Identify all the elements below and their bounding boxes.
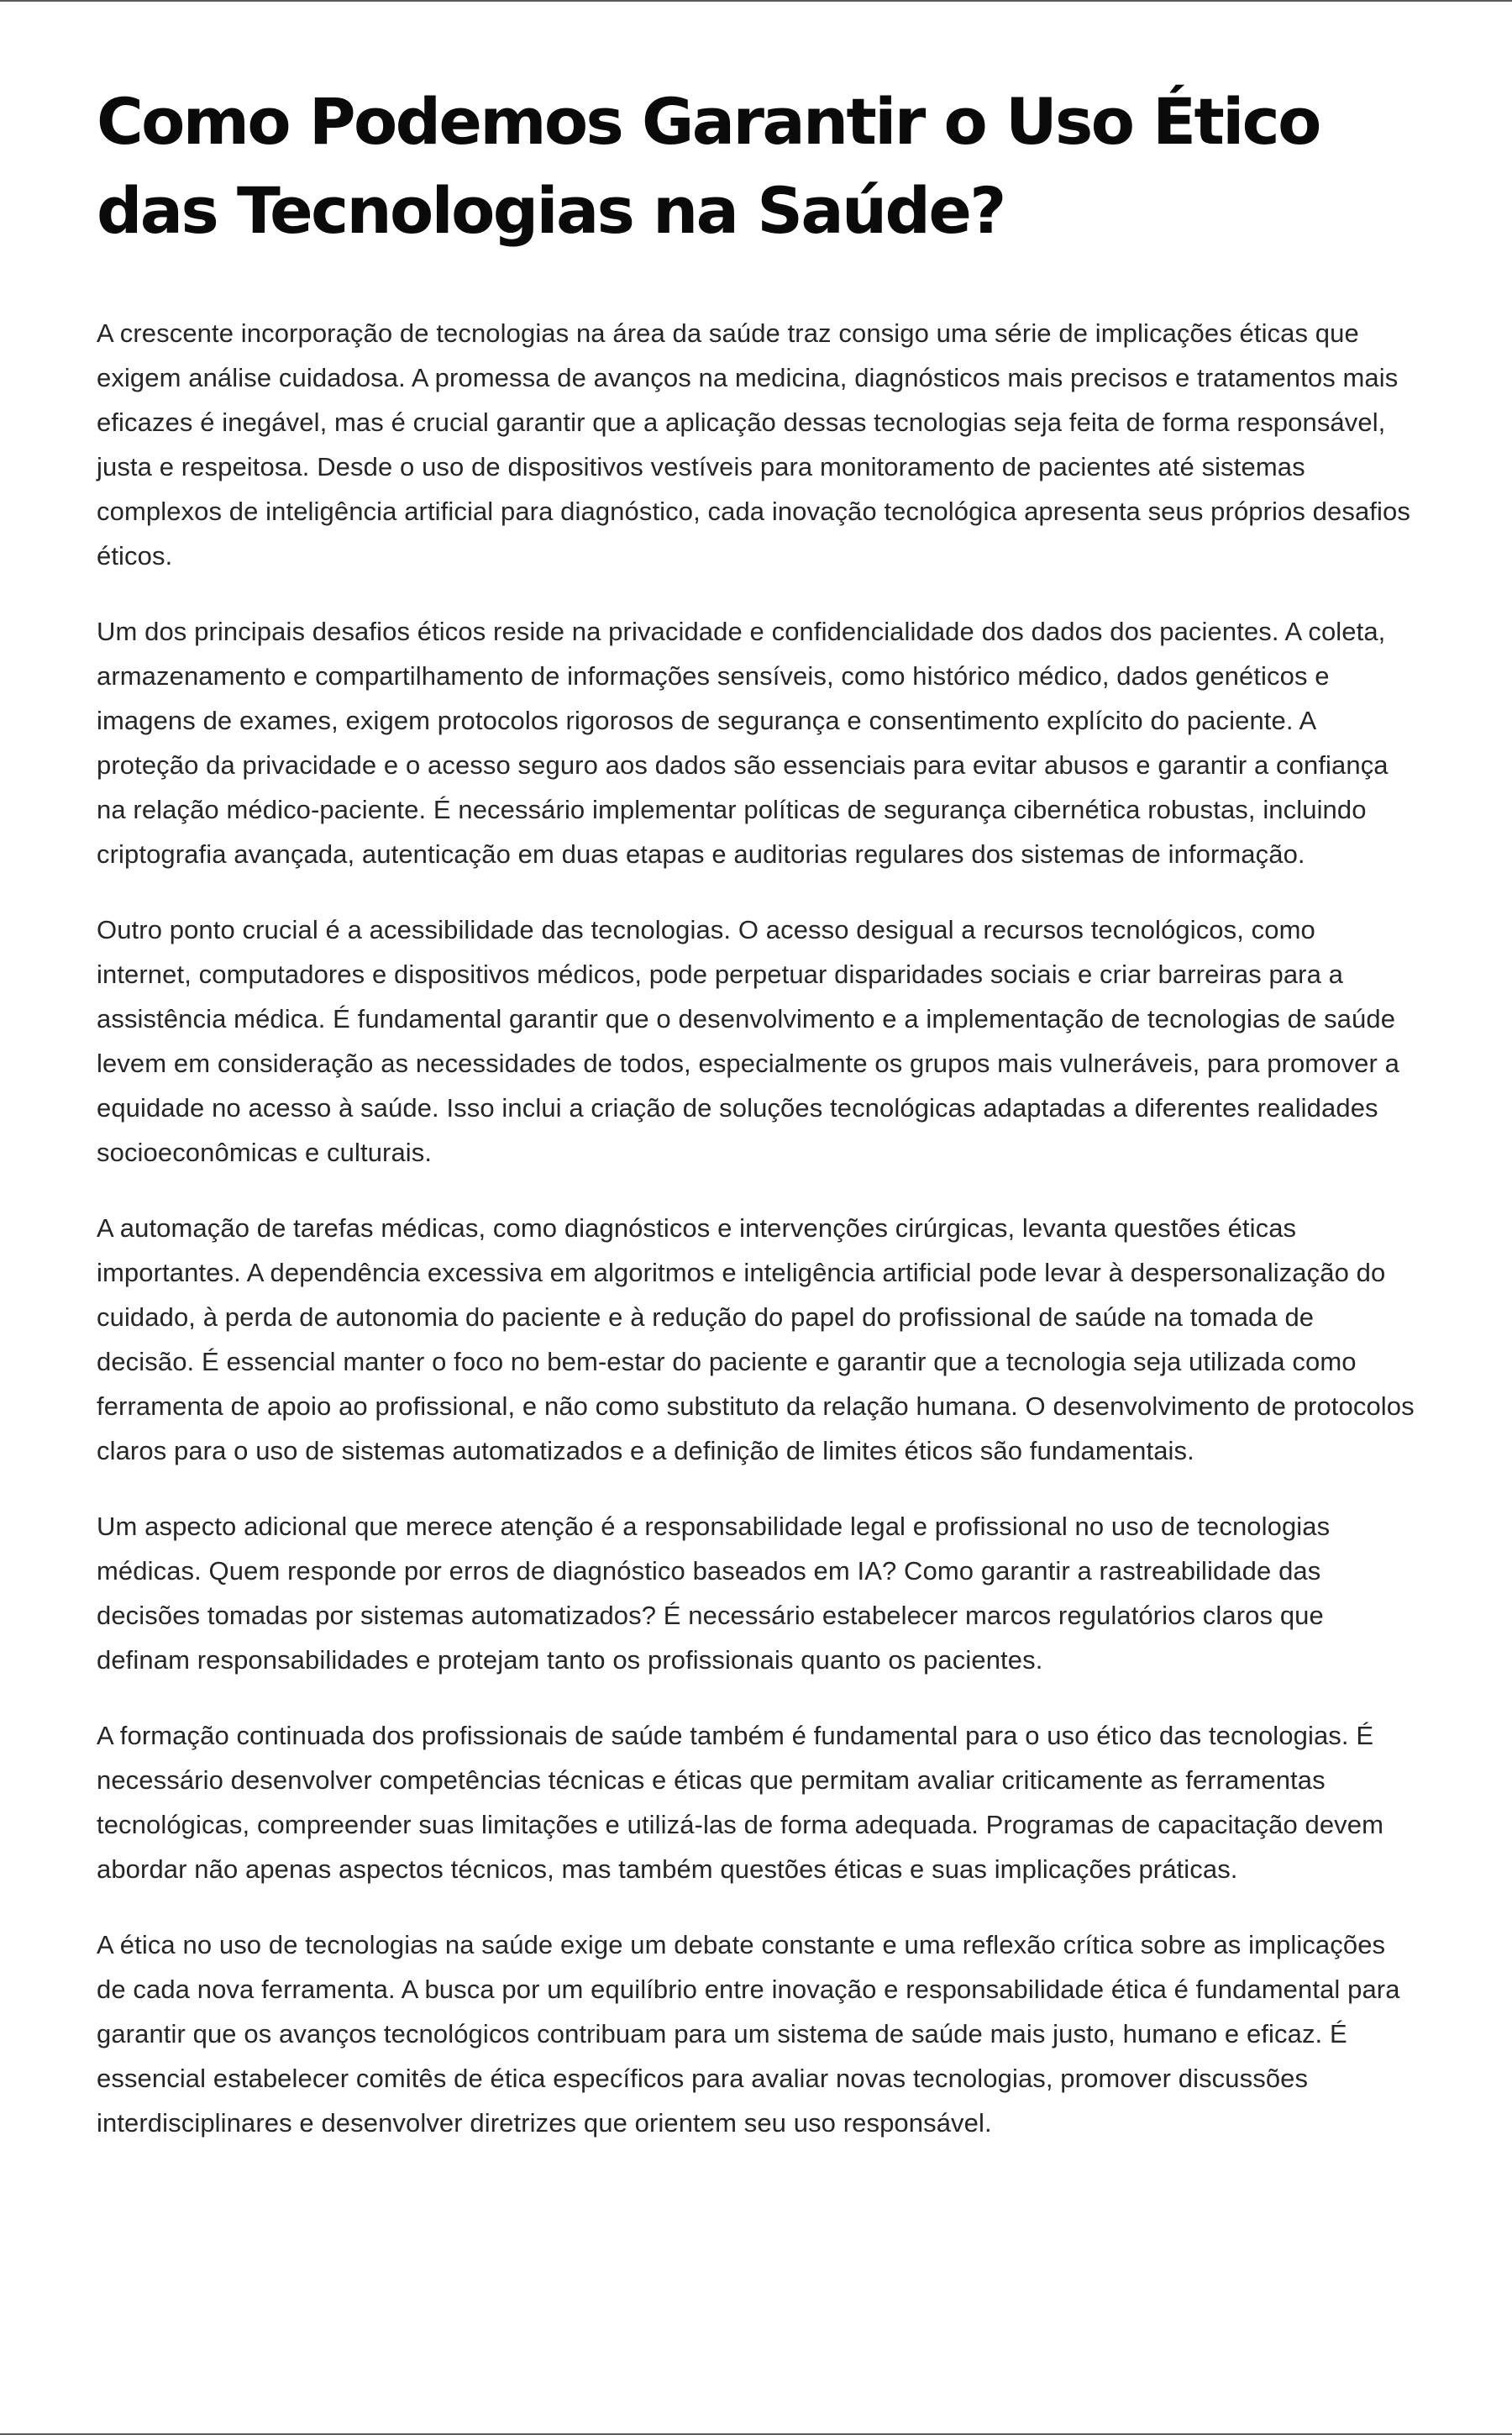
article-title: Como Podemos Garantir o Uso Ético das Tecnologias na Saúde? xyxy=(97,84,1320,248)
paragraph-accessibility: Outro ponto crucial é a acessibilidade das tecnologias. O acesso desigual a recursos tecnológicos, como internet, computadores e dispositivos médicos, pode perpetuar disparidades sociais e criar barreiras para a assistência médica. É fundamental garantir que o desenvolvimento e a implementação de tecnologias de saúde levem em consideração as necessidades de todos, especialmente os grupos mais vulneráveis, para promover a equidade no acesso à saúde. Isso inclui a criação de soluções tecnológicas adaptadas a diferentes realidades socioeconômicas e culturais. xyxy=(97,915,1399,1167)
paragraph-privacy: Um dos principais desafios éticos reside na privacidade e confidencialidade dos dados dos pacientes. A coleta, armazenamento e compartilhamento de informações sensíveis, como histórico médico, dados genéticos e imagens de exames, exigem protocolos rigorosos de segurança e consentimento explícito do paciente. A proteção da privacidade e o acesso seguro aos dados são essenciais para evitar abusos e garantir a confiança na relação médico-paciente. É necessário implementar políticas de segurança cibernética robustas, incluindo criptografia avançada, autenticação em duas etapas e auditorias regulares dos sistemas de informação. xyxy=(97,617,1389,869)
article xyxy=(97,77,1415,2145)
paragraph-automation: A automação de tarefas médicas, como diagnósticos e intervenções cirúrgicas, levanta questões éticas importantes. A dependência excessiva em algoritmos e inteligência artificial pode levar à despersonalização do cuidado, à perda de autonomia do paciente e à redução do papel do profissional de saúde na tomada de decisão. É essencial manter o foco no bem-estar do paciente e garantir que a tecnologia seja utilizada como ferramenta de apoio ao profissional, e não como substituto da relação humana. O desenvolvimento de protocolos claros para o uso de sistemas automatizados e a definição de limites éticos são fundamentais. xyxy=(97,1213,1415,1465)
paragraph-liability: Um aspecto adicional que merece atenção é a responsabilidade legal e profissional no uso de tecnologias médicas. Quem responde por erros de diagnóstico baseados em IA? Como garantir a rastreabilidade das decisões tomadas por sistemas automatizados? É necessário estabelecer marcos regulatórios claros que definam responsabilidades e protejam tanto os profissionais quanto os pacientes. xyxy=(97,1512,1331,1675)
article-body xyxy=(97,311,1415,2145)
top-border xyxy=(0,0,1512,2)
paragraph-training: A formação continuada dos profissionais de saúde também é fundamental para o uso ético das tecnologias. É necessário desenvolver competências técnicas e éticas que permitam avaliar criticamente as ferramentas tecnológicas, compreender suas limitações e utilizá-las de forma adequada. Programas de capacitação devem abordar não apenas aspectos técnicos, mas também questões éticas e suas implicações práticas. xyxy=(97,1721,1384,1884)
paragraph-conclusion: A ética no uso de tecnologias na saúde exige um debate constante e uma reflexão crítica sobre as implicações de cada nova ferramenta. A busca por um equilíbrio entre inovação e responsabilidade ética é fundamental para garantir que os avanços tecnológicos contribuam para um sistema de saúde mais justo, humano e eficaz. É essencial estabelecer comitês de ética específicos para avaliar novas tecnologias, promover discussões interdisciplinares e desenvolver diretrizes que orientem seu uso responsável. xyxy=(97,1930,1400,2138)
paragraph-intro: A crescente incorporação de tecnologias na área da saúde traz consigo uma série de implicações éticas que exigem análise cuidadosa. A promessa de avanços na medicina, diagnósticos mais precisos e tratamentos mais eficazes é inegável, mas é crucial garantir que a aplicação dessas tecnologias seja feita de forma responsável, justa e respeitosa. Desde o uso de dispositivos vestíveis para monitoramento de pacientes até sistemas complexos de inteligência artificial para diagnóstico, cada inovação tecnológica apresenta seus próprios desafios éticos. xyxy=(97,318,1410,571)
